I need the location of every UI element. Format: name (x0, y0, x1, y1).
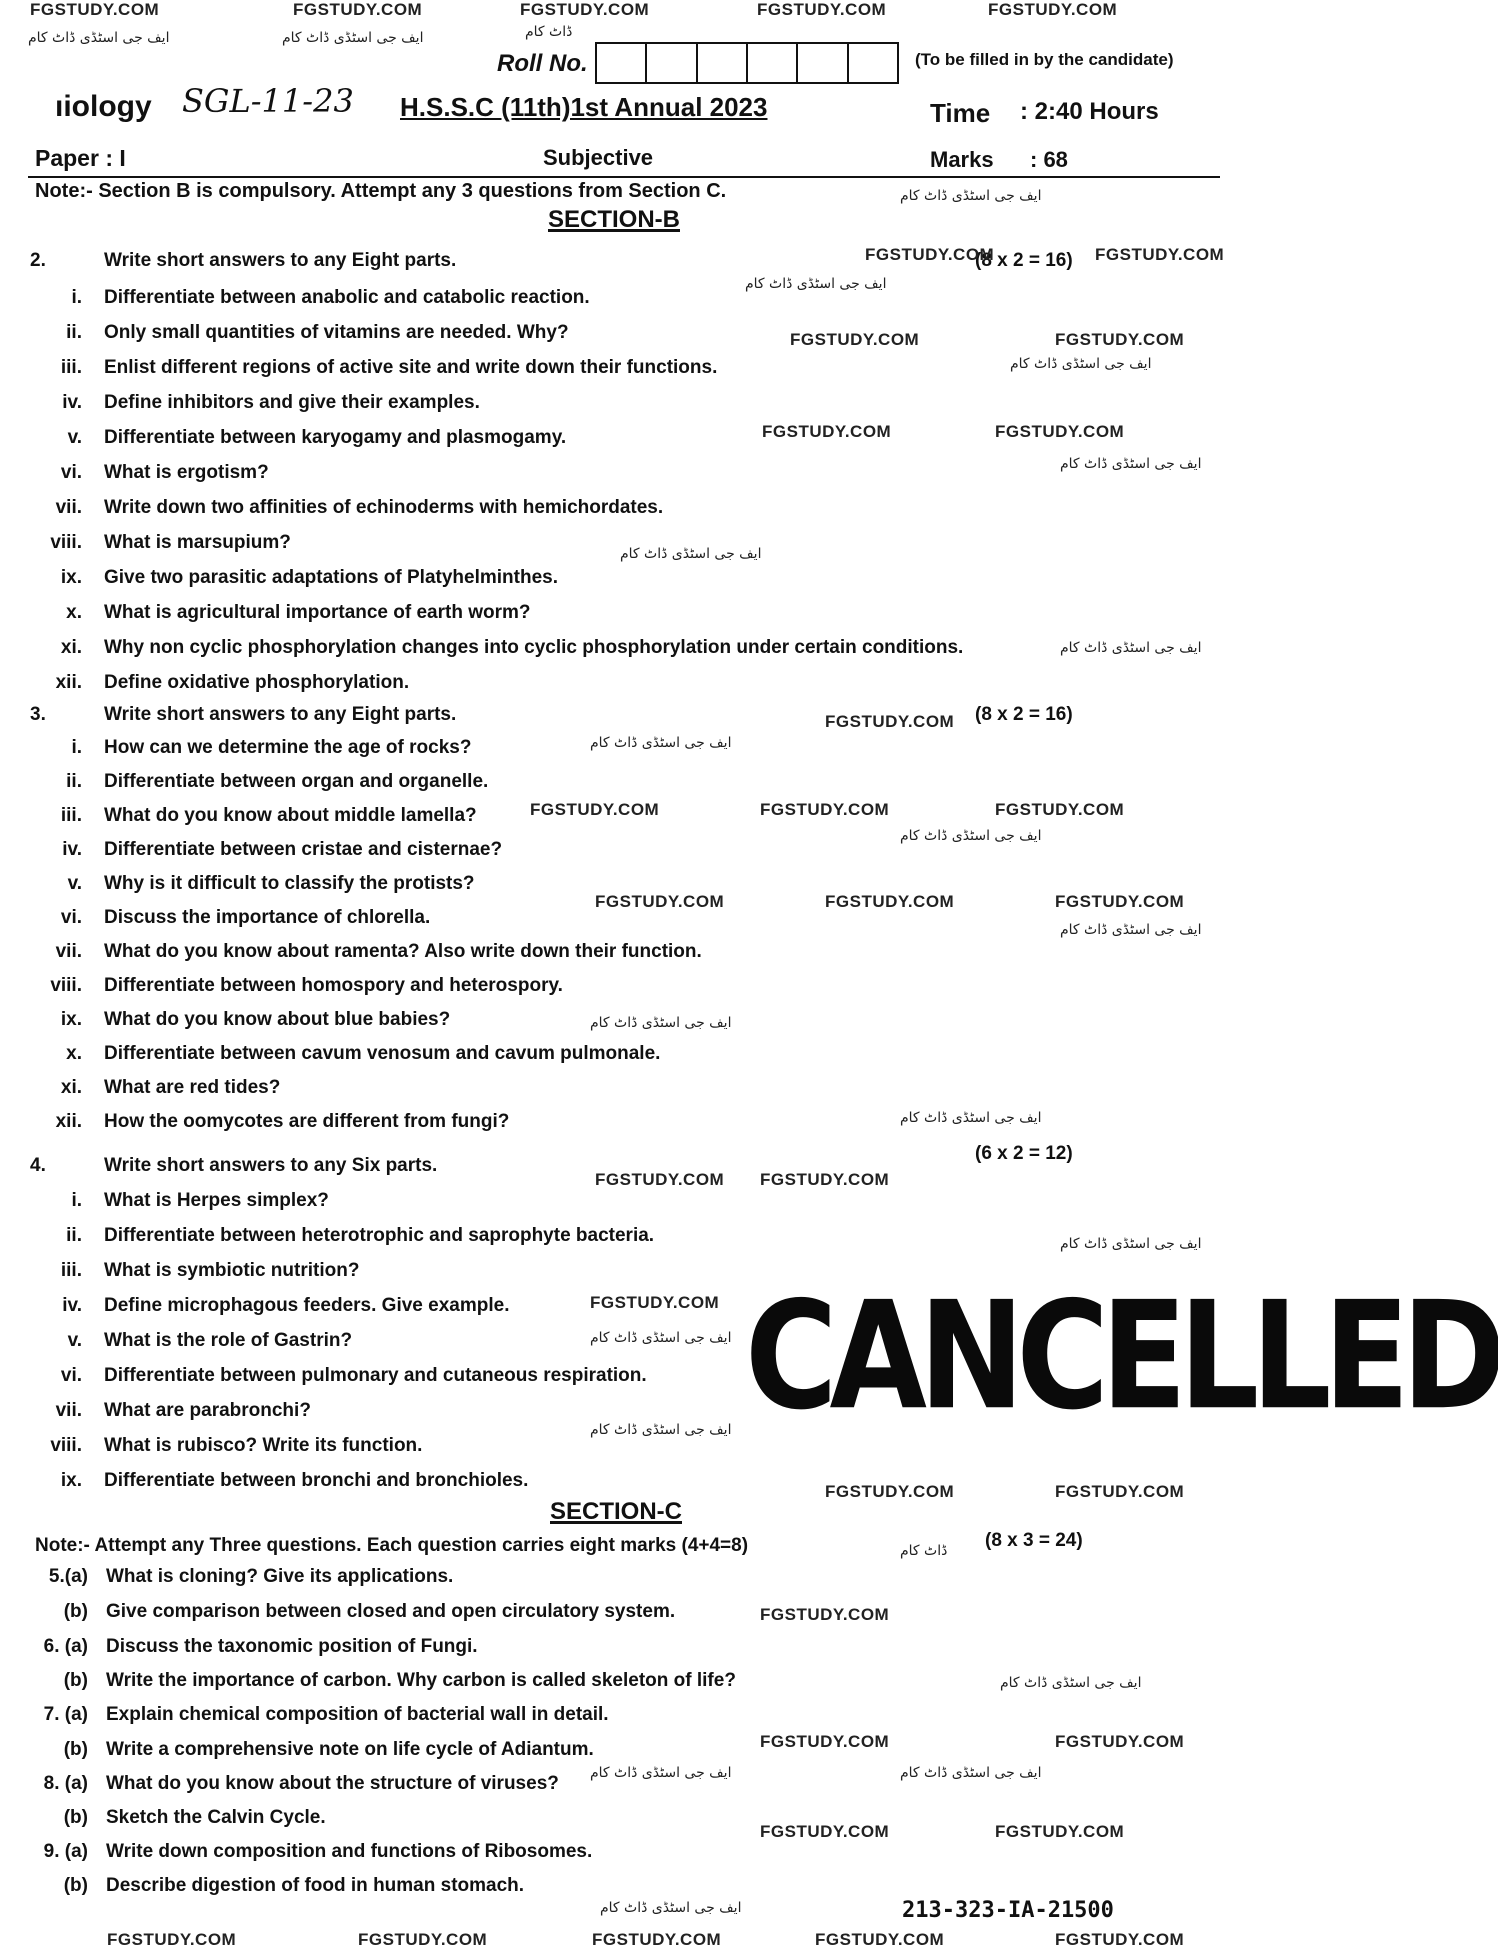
part-number: vii. (55, 941, 82, 962)
part-number: ii. (66, 322, 82, 343)
question-text: Discuss the taxonomic position of Fungi. (106, 1636, 478, 1657)
exam-title: H.S.S.C (11th)1st Annual 2023 (400, 92, 768, 122)
part-text: What is marsupium? (104, 532, 291, 553)
part-number: i. (71, 737, 82, 758)
part-number: i. (71, 1190, 82, 1211)
part-text: What do you know about ramenta? Also write down their function. (104, 941, 702, 962)
section-c-note: Note:- Attempt any Three questions. Each question carries eight marks (4+4=8) (35, 1535, 749, 1556)
part-number: vi. (60, 907, 82, 928)
note-top: Note:- Section B is compulsory. Attempt any 3 questions from Section C. (35, 180, 727, 202)
roll-box[interactable] (849, 44, 897, 82)
part-number: iv. (62, 392, 82, 413)
part-text: How the oomycotes are different from fungi? (104, 1111, 510, 1132)
part-text: Discuss the importance of chlorella. (104, 907, 431, 928)
roll-label: Roll No. (497, 50, 588, 77)
section-c-title: SECTION-C (550, 1498, 682, 1525)
watermark: FGSTUDY.COM (595, 892, 725, 911)
watermark-urdu: ایف جی اسٹڈی ڈاٹ کام (600, 1900, 742, 1916)
question-number: 3. (30, 704, 46, 725)
part-text: Differentiate between cristae and cisternae? (104, 839, 503, 860)
part-text: What are red tides? (104, 1077, 281, 1098)
question-marks: (8 x 2 = 16) (975, 250, 1073, 271)
part-text: Differentiate between pulmonary and cutaneous respiration. (104, 1365, 647, 1386)
watermark-urdu: ایف جی اسٹڈی ڈاٹ کام (900, 828, 1042, 844)
part-number: ii. (66, 771, 82, 792)
question-number: 6. (a) (43, 1636, 88, 1657)
part-number: v. (67, 873, 82, 894)
part-number: xii. (55, 672, 82, 693)
part-text: Define microphagous feeders. Give example. (104, 1295, 510, 1316)
watermark: FGSTUDY.COM (790, 330, 920, 349)
watermark: FGSTUDY.COM (760, 1170, 890, 1189)
watermark: FGSTUDY.COM (825, 892, 955, 911)
watermark: FGSTUDY.COM (530, 800, 660, 819)
part-number: ii. (66, 1225, 82, 1246)
watermark-urdu: ایف جی اسٹڈی ڈاٹ کام (28, 30, 170, 46)
watermark-urdu: ایف جی اسٹڈی ڈاٹ کام (590, 1765, 732, 1781)
question-text: What is cloning? Give its applications. (106, 1566, 454, 1587)
watermark: FGSTUDY.COM (358, 1930, 488, 1949)
watermark-urdu: ایف جی اسٹڈی ڈاٹ کام (590, 1015, 732, 1031)
watermark: FGSTUDY.COM (592, 1930, 722, 1949)
part-number: xi. (60, 637, 82, 658)
marks-value: : 68 (1030, 147, 1068, 172)
marks-label: Marks (930, 147, 994, 172)
question-number: 9. (a) (43, 1841, 88, 1862)
part-text: What do you know about blue babies? (104, 1009, 451, 1030)
watermark-urdu: ایف جی اسٹڈی ڈاٹ کام (1010, 356, 1152, 372)
watermark: FGSTUDY.COM (107, 1930, 237, 1949)
part-text: Differentiate between homospory and heterospory. (104, 975, 563, 996)
part-text: What is rubisco? Write its function. (104, 1435, 423, 1456)
part-text: Differentiate between karyogamy and plasmogamy. (104, 427, 567, 448)
watermark: FGSTUDY.COM (1055, 1930, 1185, 1949)
roll-box[interactable] (597, 44, 647, 82)
part-number: iv. (62, 839, 82, 860)
watermark-urdu: ڈاٹ کام (900, 1543, 948, 1559)
question-text: Write a comprehensive note on life cycle of Adiantum. (106, 1739, 594, 1760)
watermark-urdu: ایف جی اسٹڈی ڈاٹ کام (745, 276, 887, 292)
watermark-urdu: ایف جی اسٹڈی ڈاٹ کام (900, 1110, 1042, 1126)
section-c-marks: (8 x 3 = 24) (985, 1530, 1083, 1551)
handwritten-code: SGL-11-23 (182, 82, 354, 120)
watermark: FGSTUDY.COM (760, 1822, 890, 1841)
roll-note: (To be filled in by the candidate) (915, 50, 1174, 69)
watermark: FGSTUDY.COM (995, 422, 1125, 441)
part-text: What is ergotism? (104, 462, 269, 483)
part-text: Differentiate between heterotrophic and saprophyte bacteria. (104, 1225, 655, 1246)
part-number: ix. (60, 1470, 82, 1491)
watermark: FGSTUDY.COM (293, 0, 423, 19)
part-number: viii. (50, 1435, 82, 1456)
part-text: What is the role of Gastrin? (104, 1330, 353, 1351)
question-number: 5.(a) (48, 1566, 88, 1587)
watermark: FGSTUDY.COM (520, 0, 650, 19)
question-number: 2. (30, 250, 46, 271)
question-number: (b) (63, 1875, 88, 1896)
part-number: x. (66, 1043, 82, 1064)
roll-box[interactable] (698, 44, 748, 82)
watermark: FGSTUDY.COM (30, 0, 160, 19)
time-label: Time (930, 98, 991, 128)
watermark-urdu: ایف جی اسٹڈی ڈاٹ کام (1060, 922, 1202, 938)
part-number: viii. (50, 975, 82, 996)
question-instruction: Write short answers to any Six parts. (104, 1155, 438, 1176)
question-text: What do you know about the structure of viruses? (106, 1773, 559, 1794)
roll-number-boxes[interactable] (595, 42, 899, 84)
part-text: What are parabronchi? (104, 1400, 311, 1421)
watermark: FGSTUDY.COM (590, 1293, 720, 1312)
question-number: (b) (63, 1670, 88, 1691)
question-text: Explain chemical composition of bacterial wall in detail. (106, 1704, 609, 1725)
question-text: Give comparison between closed and open circulatory system. (106, 1601, 676, 1622)
watermark-urdu: ایف جی اسٹڈی ڈاٹ کام (620, 546, 762, 562)
watermark: FGSTUDY.COM (1055, 330, 1185, 349)
part-number: iii. (60, 357, 82, 378)
part-text: Only small quantities of vitamins are needed. Why? (104, 322, 569, 343)
part-text: Differentiate between organ and organelle. (104, 771, 489, 792)
part-number: vi. (60, 462, 82, 483)
part-number: viii. (50, 532, 82, 553)
part-number: xi. (60, 1077, 82, 1098)
watermark-urdu: ایف جی اسٹڈی ڈاٹ کام (590, 1330, 732, 1346)
part-text: Define oxidative phosphorylation. (104, 672, 410, 693)
watermark: FGSTUDY.COM (595, 1170, 725, 1189)
watermark-urdu: ایف جی اسٹڈی ڈاٹ کام (1000, 1675, 1142, 1691)
watermark: FGSTUDY.COM (825, 712, 955, 731)
paper-label: Paper : I (35, 145, 126, 171)
part-number: vii. (55, 1400, 82, 1421)
watermark-urdu: ایف جی اسٹڈی ڈاٹ کام (1060, 1236, 1202, 1252)
part-text: How can we determine the age of rocks? (104, 737, 472, 758)
watermark-urdu: ایف جی اسٹڈی ڈاٹ کام (900, 188, 1042, 204)
paper-code: 213-323-IA-21500 (902, 1898, 1114, 1923)
question-number: 8. (a) (43, 1773, 88, 1794)
question-number: 4. (30, 1155, 46, 1176)
watermark: FGSTUDY.COM (995, 800, 1125, 819)
question-instruction: Write short answers to any Eight parts. (104, 250, 457, 271)
part-number: iv. (62, 1295, 82, 1316)
part-number: vii. (55, 497, 82, 518)
watermark: FGSTUDY.COM (760, 1732, 890, 1751)
part-text: Write down two affinities of echinoderms with hemichordates. (104, 497, 664, 518)
part-text: Define inhibitors and give their examples. (104, 392, 480, 413)
roll-box[interactable] (798, 44, 848, 82)
watermark: FGSTUDY.COM (760, 800, 890, 819)
part-text: Why non cyclic phosphorylation changes into cyclic phosphorylation under certain conditions. (104, 637, 964, 658)
part-number: i. (71, 287, 82, 308)
watermark: FGSTUDY.COM (760, 1605, 890, 1624)
question-number: (b) (63, 1739, 88, 1760)
watermark: FGSTUDY.COM (1055, 1732, 1185, 1751)
watermark-urdu: ایف جی اسٹڈی ڈاٹ کام (590, 735, 732, 751)
part-number: iii. (60, 805, 82, 826)
question-text: Write the importance of carbon. Why carbon is called skeleton of life? (106, 1670, 736, 1691)
watermark: FGSTUDY.COM (995, 1822, 1125, 1841)
part-text: What is symbiotic nutrition? (104, 1260, 360, 1281)
part-number: x. (66, 602, 82, 623)
question-text: Write down composition and functions of Ribosomes. (106, 1841, 593, 1862)
part-text: Why is it difficult to classify the protists? (104, 873, 475, 894)
watermark-urdu: ڈاٹ کام (525, 24, 573, 40)
watermark: FGSTUDY.COM (757, 0, 887, 19)
cancelled-stamp: CANCELLED (745, 1269, 1498, 1443)
divider (28, 176, 1220, 178)
part-number: iii. (60, 1260, 82, 1281)
watermark: FGSTUDY.COM (1055, 1482, 1185, 1501)
watermark-urdu: ایف جی اسٹڈی ڈاٹ کام (590, 1422, 732, 1438)
part-text: What is agricultural importance of earth worm? (104, 602, 531, 623)
part-text: What is Herpes simplex? (104, 1190, 329, 1211)
watermark: FGSTUDY.COM (1095, 245, 1225, 264)
question-text: Sketch the Calvin Cycle. (106, 1807, 326, 1828)
watermark-urdu: ایف جی اسٹڈی ڈاٹ کام (900, 1765, 1042, 1781)
section-b-title: SECTION-B (548, 206, 680, 233)
time-value: : 2:40 Hours (1020, 98, 1159, 125)
part-number: v. (67, 1330, 82, 1351)
part-number: ix. (60, 1009, 82, 1030)
part-text: Give two parasitic adaptations of Platyhelminthes. (104, 567, 558, 588)
part-number: v. (67, 427, 82, 448)
part-number: vi. (60, 1365, 82, 1386)
question-number: (b) (63, 1807, 88, 1828)
part-text: Differentiate between bronchi and bronchioles. (104, 1470, 529, 1491)
part-text: Differentiate between cavum venosum and cavum pulmonale. (104, 1043, 661, 1064)
part-text: Enlist different regions of active site and write down their functions. (104, 357, 718, 378)
part-number: ix. (60, 567, 82, 588)
watermark-urdu: ایف جی اسٹڈی ڈاٹ کام (1060, 456, 1202, 472)
watermark: FGSTUDY.COM (762, 422, 892, 441)
question-instruction: Write short answers to any Eight parts. (104, 704, 457, 725)
part-text: What do you know about middle lamella? (104, 805, 477, 826)
watermark: FGSTUDY.COM (1055, 892, 1185, 911)
watermark: FGSTUDY.COM (815, 1930, 945, 1949)
watermark-urdu: ایف جی اسٹڈی ڈاٹ کام (282, 30, 424, 46)
question-number: (b) (63, 1601, 88, 1622)
watermark-urdu: ایف جی اسٹڈی ڈاٹ کام (1060, 640, 1202, 656)
part-number: xii. (55, 1111, 82, 1132)
question-text: Describe digestion of food in human stomach. (106, 1875, 525, 1896)
paper-type: Subjective (543, 145, 654, 170)
question-marks: (6 x 2 = 12) (975, 1143, 1073, 1164)
question-number: 7. (a) (43, 1704, 88, 1725)
watermark: FGSTUDY.COM (825, 1482, 955, 1501)
watermark: FGSTUDY.COM (988, 0, 1118, 19)
roll-box[interactable] (647, 44, 697, 82)
question-marks: (8 x 2 = 16) (975, 704, 1073, 725)
subject: ıiology (55, 90, 152, 123)
roll-box[interactable] (748, 44, 798, 82)
watermark: FGSTUDY.COM (865, 245, 995, 264)
part-text: Differentiate between anabolic and catabolic reaction. (104, 287, 590, 308)
